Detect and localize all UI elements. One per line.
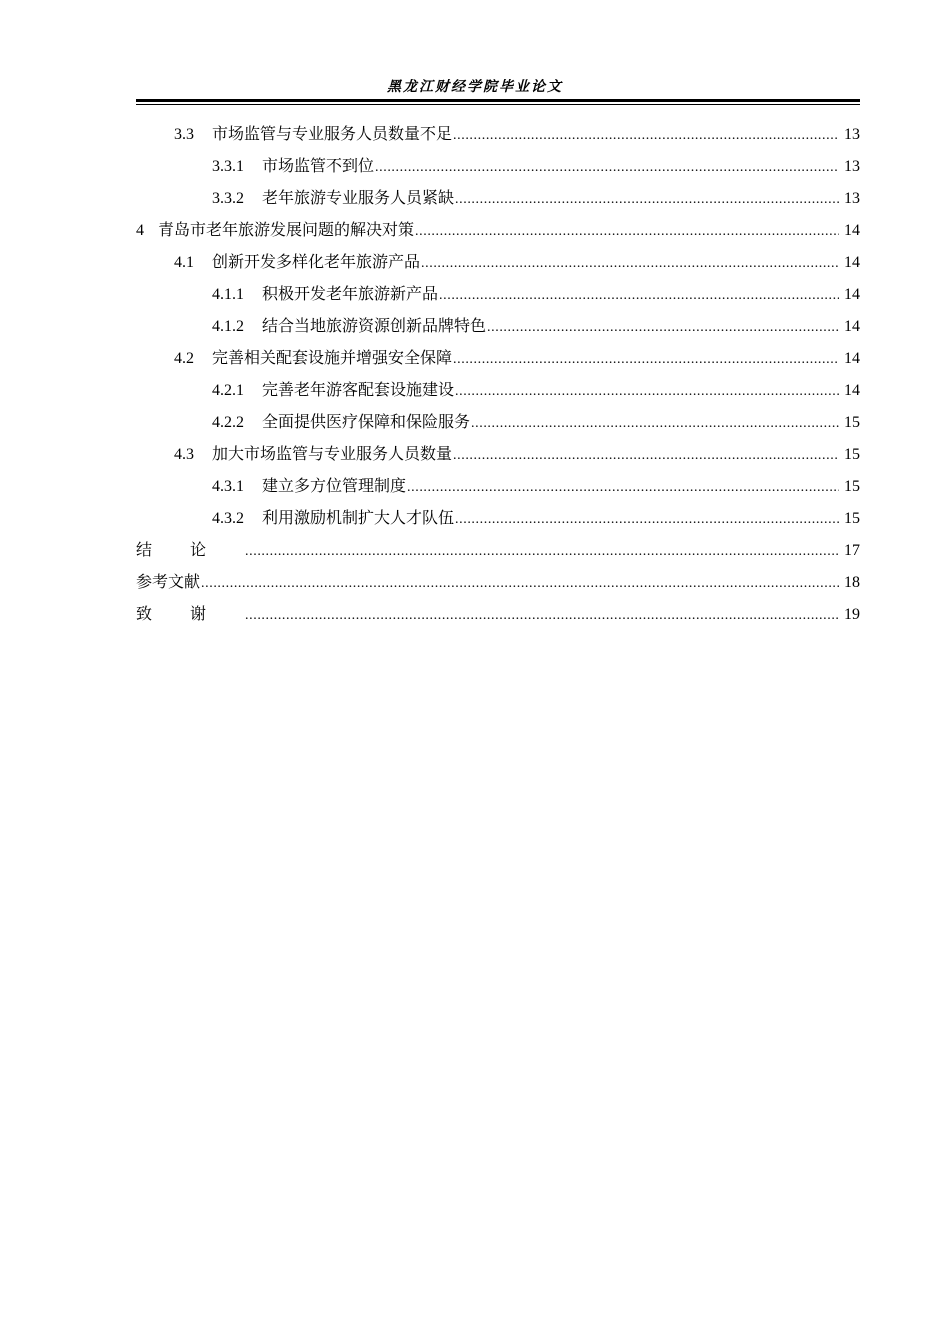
toc-entry-number: 4.3: [174, 446, 194, 463]
toc-entry[interactable]: [136, 278, 860, 310]
toc-entry-title: 全面提供医疗保障和保险服务: [262, 412, 471, 431]
toc-entry-number: 4.1.2: [212, 318, 244, 335]
toc-leader-dots: [453, 120, 839, 152]
toc-entry-page-number: 15: [844, 478, 860, 495]
toc-entry-number: 4.1: [174, 254, 194, 271]
toc-entry-title: 创新开发多样化老年旅游产品: [212, 252, 421, 271]
toc-leader-dots: [471, 408, 839, 440]
table-of-contents: [136, 118, 860, 630]
toc-entry[interactable]: [136, 342, 860, 374]
toc-entry[interactable]: [136, 150, 860, 182]
toc-entry[interactable]: [136, 534, 860, 566]
toc-leader-dots: [487, 312, 839, 344]
toc-entry[interactable]: [136, 182, 860, 214]
toc-entry-title: 建立多方位管理制度: [262, 476, 407, 495]
toc-entry-page-number: 14: [844, 222, 860, 239]
toc-leader-dots: [421, 248, 839, 280]
toc-entry-number: 3.3.1: [212, 158, 244, 175]
toc-leader-dots: [453, 344, 839, 376]
toc-entry[interactable]: [136, 566, 860, 598]
toc-entry-number: 4.2.2: [212, 414, 244, 431]
toc-entry-title: 青岛市老年旅游发展问题的解决对策: [158, 220, 415, 239]
toc-leader-dots: [201, 568, 839, 600]
toc-leader-dots: [407, 472, 839, 504]
toc-entry[interactable]: [136, 214, 860, 246]
toc-entry-title: 市场监管与专业服务人员数量不足: [212, 124, 453, 143]
toc-entry-page-number: 14: [844, 254, 860, 271]
toc-entry-page-number: 15: [844, 446, 860, 463]
toc-entry-page-number: 18: [844, 574, 860, 591]
page-header-title: 黑龙江财经学院毕业论文: [387, 79, 563, 95]
toc-entry-page-number: 13: [844, 126, 860, 143]
toc-entry[interactable]: [136, 470, 860, 502]
toc-leader-dots: [375, 152, 839, 184]
toc-entry-page-number: 13: [844, 190, 860, 207]
toc-entry[interactable]: [136, 374, 860, 406]
toc-entry-title: 加大市场监管与专业服务人员数量: [212, 444, 453, 463]
toc-entry-number: 4.2: [174, 350, 194, 367]
toc-entry-number: 4: [136, 222, 144, 239]
toc-entry[interactable]: [136, 438, 860, 470]
toc-entry-title: 积极开发老年旅游新产品: [262, 284, 439, 303]
toc-entry-number: 4.3.1: [212, 478, 244, 495]
toc-leader-dots: [455, 376, 839, 408]
toc-entry-page-number: 14: [844, 382, 860, 399]
toc-entry-title: 结论: [136, 540, 245, 559]
toc-entry-page-number: 17: [844, 542, 860, 559]
header-rule-thin: [136, 104, 860, 105]
toc-entry-number: 4.1.1: [212, 286, 244, 303]
toc-entry-number: 3.3.2: [212, 190, 244, 207]
toc-entry-page-number: 19: [844, 606, 860, 623]
toc-leader-dots: [455, 184, 839, 216]
toc-entry-page-number: 15: [844, 414, 860, 431]
toc-entry[interactable]: [136, 246, 860, 278]
toc-leader-dots: [415, 216, 839, 248]
toc-entry-title: 参考文献: [136, 572, 201, 591]
toc-entry[interactable]: [136, 598, 860, 630]
toc-entry-page-number: 13: [844, 158, 860, 175]
toc-entry-title: 完善老年游客配套设施建设: [262, 380, 455, 399]
toc-entry[interactable]: [136, 502, 860, 534]
toc-entry-number: 3.3: [174, 126, 194, 143]
toc-entry-page-number: 14: [844, 318, 860, 335]
toc-entry-number: 4.3.2: [212, 510, 244, 527]
toc-leader-dots: [245, 600, 839, 632]
toc-leader-dots: [455, 504, 839, 536]
toc-entry-title: 完善相关配套设施并增强安全保障: [212, 348, 453, 367]
toc-entry-title: 老年旅游专业服务人员紧缺: [262, 188, 455, 207]
toc-entry[interactable]: [136, 118, 860, 150]
toc-leader-dots: [439, 280, 839, 312]
toc-leader-dots: [453, 440, 839, 472]
toc-entry-title: 市场监管不到位: [262, 156, 375, 175]
toc-entry-title: 结合当地旅游资源创新品牌特色: [262, 316, 487, 335]
toc-entry-page-number: 15: [844, 510, 860, 527]
toc-entry-title: 利用激励机制扩大人才队伍: [262, 508, 455, 527]
header-rule-thick: [136, 99, 860, 102]
toc-entry[interactable]: [136, 310, 860, 342]
toc-entry-page-number: 14: [844, 350, 860, 367]
toc-entry-number: 4.2.1: [212, 382, 244, 399]
toc-entry-page-number: 14: [844, 286, 860, 303]
toc-leader-dots: [245, 536, 839, 568]
toc-entry-title: 致谢: [136, 604, 245, 623]
toc-entry[interactable]: [136, 406, 860, 438]
